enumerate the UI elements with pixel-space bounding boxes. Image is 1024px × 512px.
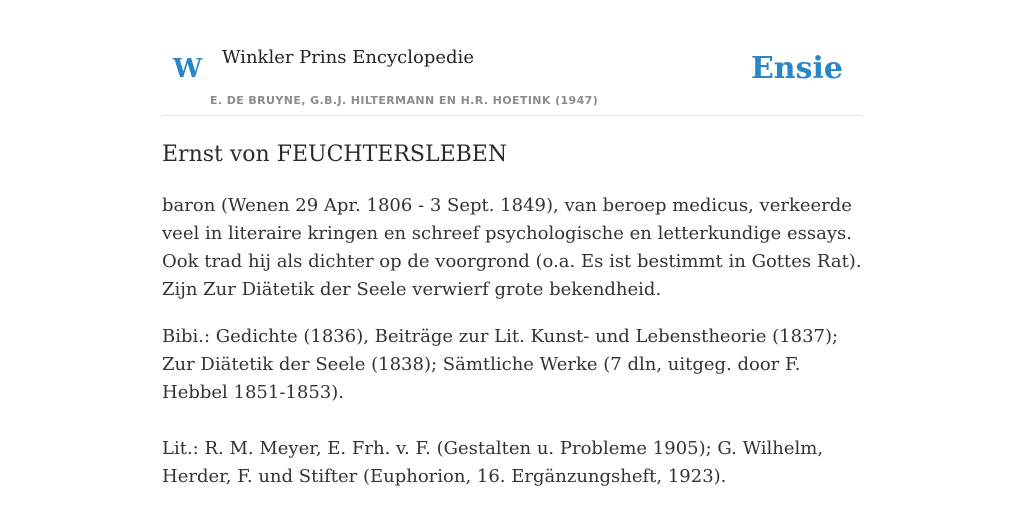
authors-line: E. DE BRUYNE, G.B.J. HILTERMANN EN H.R. HOETINK (1947) [210, 94, 599, 107]
ensie-logo[interactable]: Ensie [750, 51, 843, 86]
bibliography-paragraph: Bibi.: Gedichte (1836), Beiträge zur Lit. Kunst- und Lebenstheorie (1837); Zur Diätetik der Seele (1838); Sämtliche Werke (7 dln, uitgeg. door F. Hebbel 1851-1853). [162, 326, 839, 403]
winkler-prins-logo[interactable]: W [173, 54, 203, 84]
literature-paragraph: Lit.: R. M. Meyer, E. Frh. v. F. (Gestalten u. Probleme 1905); G. Wilhelm, Herder, F. und Stifter (Euphorion, 16. Ergänzungsheft, 1923). [162, 438, 824, 487]
page-container [162, 0, 862, 487]
site-title[interactable]: Winkler Prins Encyclopedie [222, 47, 474, 68]
site-header [162, 0, 862, 116]
article-paragraph: baron (Wenen 29 Apr. 1806 - 3 Sept. 1849), van beroep medicus, verkeerde veel in literaire kringen en schreef psychologische en letterkundige essays. Ook trad hij als dichter op de voorgrond (o.a. Es ist bestimmt in Gottes Rat). Zijn Zur Diätetik der Seele verwierf grote bekendheid. [162, 195, 862, 300]
article-title: Ernst von FEUCHTERSLEBEN [162, 142, 508, 167]
